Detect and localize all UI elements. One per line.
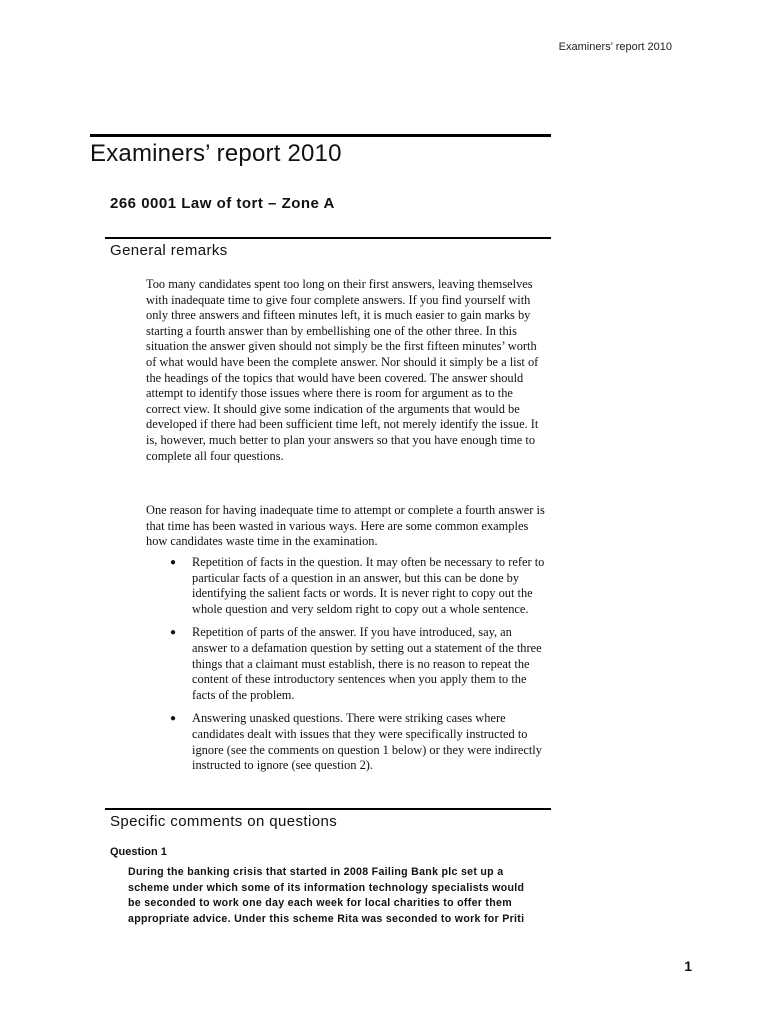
question-1-text: During the banking crisis that started in 2008 Failing Bank plc set up a scheme under which some of its information technology specialists would be seconded to work one day each week for local charities to offer them appropriate advice. Under this scheme Rita was seconded to work for Priti bbox=[128, 866, 525, 925]
section-rule-specific bbox=[105, 808, 551, 810]
general-remarks-heading: General remarks bbox=[110, 242, 228, 259]
list-item-text: Repetition of facts in the question. It may often be necessary to refer to particular facts of a question in an answer, but this can be done by identifying the salient facts or words. It is never right to copy out the whole question and very seldom right to copy out a whole sentence. bbox=[192, 555, 545, 616]
general-remarks-paragraph-1: Too many candidates spent too long on their first answers, leaving themselves with inadequate time to give four complete answers. If you find yourself with only three answers and fifteen minutes left, it is much easier to gain marks by starting a fourth answer than by embellishing one of the other three. In this situation the answer given should not simply be the first fifteen minutes’ worth of what would have been the complete answer. Nor should it simply be a list of the headings of the topics that would have been covered. The answer should attempt to identify those issues where there is room for argument as to the correct view. It should give some indication of the arguments that would be developed if there had been sufficient time left, not merely identify the issue. It is, however, much better to plan your answers so that you have enough time to complete all four questions. bbox=[146, 277, 539, 463]
list-item-text: Answering unasked questions. There were striking cases where candidates dealt with issues that they were specifically instructed to ignore (see the comments on question 1 below) or they were indirectly instructed to ignore (see question 2). bbox=[192, 711, 542, 773]
list-item-text: Repetition of parts of the answer. If you have introduced, say, an answer to a defamation question by setting out a statement of the three things that a claimant must establish, there is no reason to repeat the content of these introductory sentences when you apply them to the facts of the problem. bbox=[192, 625, 542, 702]
course-title: 266 0001 Law of tort – Zone A bbox=[110, 195, 335, 212]
bullet-icon: ● bbox=[170, 627, 177, 639]
list-item bbox=[146, 625, 550, 703]
list-item bbox=[146, 711, 550, 773]
title-rule bbox=[90, 134, 551, 137]
specific-comments-heading: Specific comments on questions bbox=[110, 813, 338, 830]
question-1-label: Question 1 bbox=[110, 846, 167, 858]
running-header: Examiners’ report 2010 bbox=[558, 41, 672, 53]
general-remarks-paragraph-2: One reason for having inadequate time to attempt or complete a fourth answer is that time has been wasted in various ways. Here are some common examples how candidates waste time in the examination. bbox=[146, 503, 545, 549]
bullet-icon: ● bbox=[170, 713, 177, 725]
bullet-icon: ● bbox=[170, 557, 177, 568]
list-item bbox=[146, 555, 550, 617]
section-rule-general bbox=[105, 237, 551, 239]
page-number: 1 bbox=[684, 958, 692, 974]
time-wasting-list bbox=[146, 555, 550, 782]
page-title: Examiners’ report 2010 bbox=[90, 140, 342, 167]
